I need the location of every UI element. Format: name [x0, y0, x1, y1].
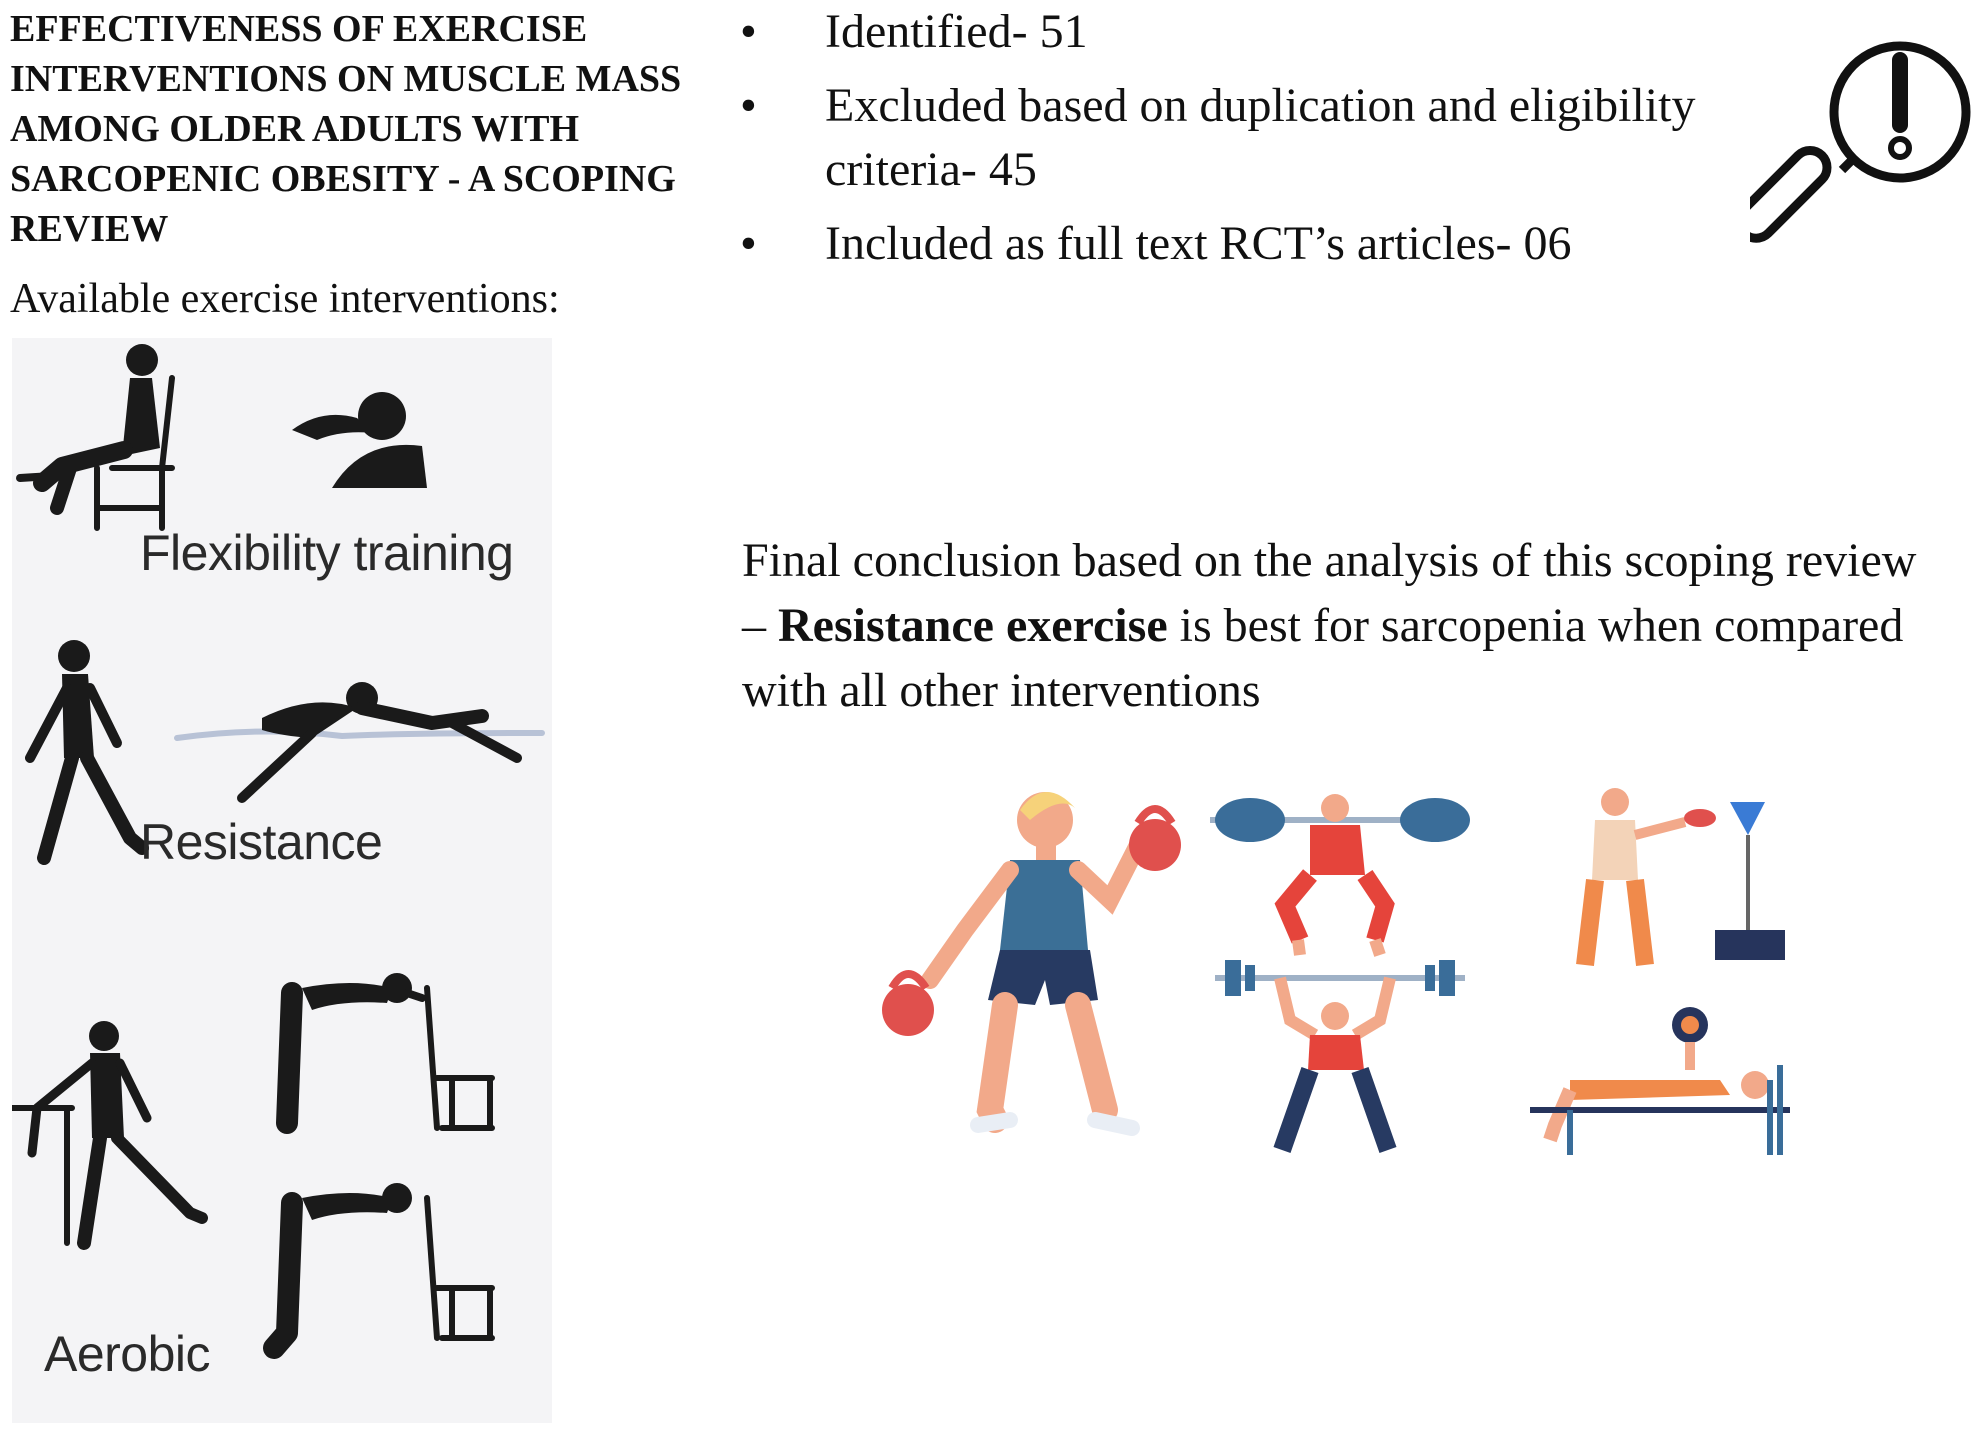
identified-count: Identified- 51 — [825, 5, 1088, 58]
study-selection-list — [740, 0, 1840, 286]
conclusion-emphasis: Resistance exercise — [778, 599, 1168, 652]
standing-stretch-figure — [12, 1021, 202, 1243]
resistance-label: Resistance — [140, 814, 383, 870]
seated-stretch-figure — [20, 344, 172, 528]
list-item — [740, 0, 1840, 64]
bench-press-figure — [1530, 1007, 1790, 1155]
punching-bag-figure — [1585, 788, 1785, 965]
chair-lean-figure-lower — [274, 1183, 492, 1348]
walking-figure — [30, 640, 142, 858]
overhead-press-figure — [1215, 960, 1465, 1150]
bullet-icon: • — [740, 217, 757, 270]
list-item — [740, 212, 1840, 276]
kettlebell-woman-figure — [882, 792, 1181, 1128]
included-count: Included as full text RCT’s articles- 06 — [825, 217, 1572, 270]
exercise-silhouettes — [12, 338, 552, 1423]
bullet-icon: • — [740, 79, 757, 132]
conclusion-prefix: Final conclusion based on the analysis of this scoping review – — [742, 534, 1917, 652]
bullet-icon: • — [740, 5, 757, 58]
conclusion-suffix: is best for sarcopenia when compared with all other interventions — [742, 599, 1904, 717]
head-stretch-figure — [292, 392, 427, 488]
poster-title: EFFECTIVENESS OF EXERCISE INTERVENTIONS ON MUSCLE MASS AMONG OLDER ADULTS WITH SARCOPENIC OBESITY - A SCOPING REVIEW — [10, 8, 682, 250]
swimming-figure — [177, 682, 542, 798]
final-conclusion — [742, 528, 1942, 723]
barbell-squat-figure — [1210, 794, 1470, 955]
exercise-interventions-panel — [12, 338, 552, 1423]
resistance-exercise-illustration — [870, 780, 1810, 1180]
interventions-heading: Available exercise interventions: — [10, 276, 560, 322]
flexibility-training-label: Flexibility training — [140, 525, 514, 581]
magnifier-exclamation-icon — [1750, 30, 1979, 260]
list-item — [740, 74, 1845, 202]
chair-lean-figure-upper — [287, 973, 492, 1128]
excluded-count: Excluded based on duplication and eligibility criteria- 45 — [825, 79, 1696, 196]
aerobic-label: Aerobic — [44, 1326, 211, 1382]
